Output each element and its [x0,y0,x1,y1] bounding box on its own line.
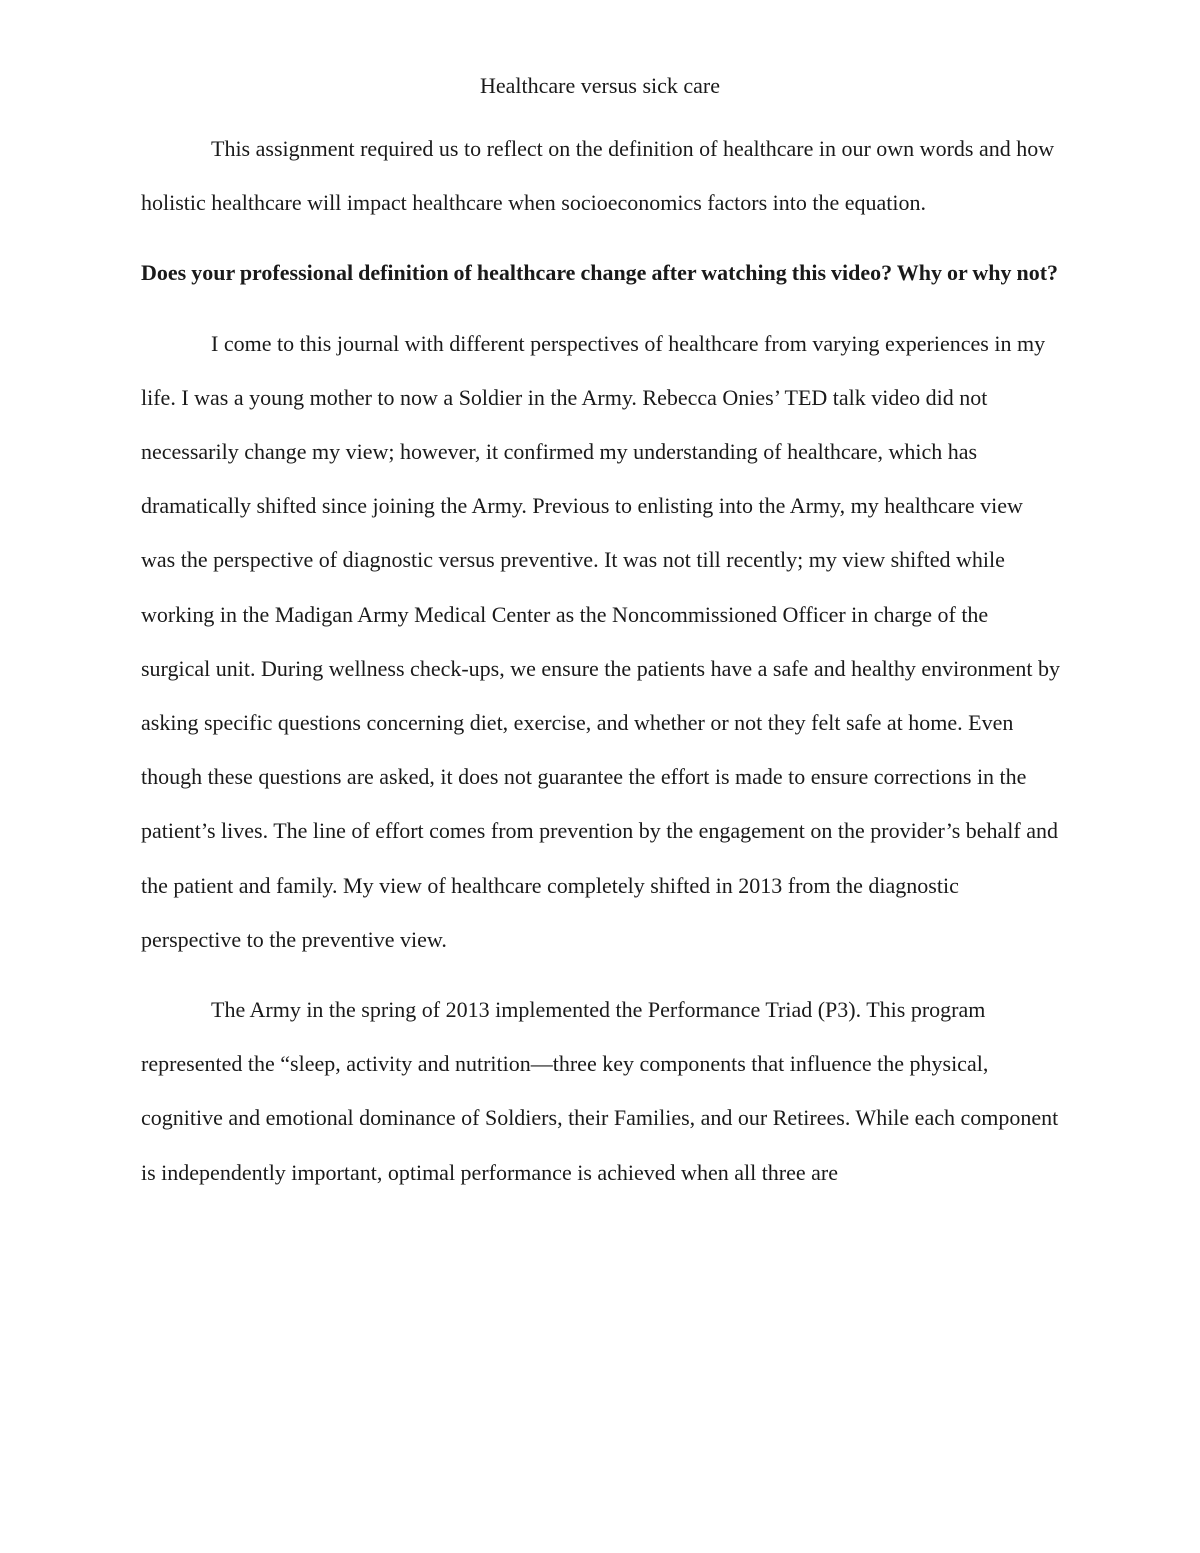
question-heading: Does your professional definition of healthcare change after watching this video? Why or why not? [141,260,1059,286]
body-paragraph-2: The Army in the spring of 2013 implemented the Performance Triad (P3). This program represented the “sleep, activity and nutrition—three key components that influence the physical, cognitive and emotional dominance of Soldiers, their Families, and our Retirees. While each component is independently important, optimal performance is achieved when all three are [141,997,1059,1185]
document-title: Healthcare versus sick care [479,73,721,98]
intro-paragraph: This assignment required us to reflect on the definition of healthcare in our own words and how holistic healthcare will impact healthcare when socioeconomics factors into the equation. [141,136,1055,216]
document-body [141,68,1061,1216]
body-paragraph-1: I come to this journal with different perspectives of healthcare from varying experiences in my life. I was a young mother to now a Soldier in the Army. Rebecca Onies’ TED talk video did not necessarily change my view; however, it confirmed my understanding of healthcare, which has dramatically shifted since joining the Army. Previous to enlisting into the Army, my healthcare view was the perspective of diagnostic versus preventive. It was not till recently; my view shifted while working in the Madigan Army Medical Center as the Noncommissioned Officer in charge of the surgical unit. During wellness check-ups, we ensure the patients have a safe and healthy environment by asking specific questions concerning diet, exercise, and whether or not they felt safe at home. Even though these questions are asked, it does not guarantee the effort is made to ensure corrections in the patient’s lives. The line of effort comes from prevention by the engagement on the provider’s behalf and the patient and family. My view of healthcare completely shifted in 2013 from the diagnostic perspective to the preventive view. [141,330,1061,952]
